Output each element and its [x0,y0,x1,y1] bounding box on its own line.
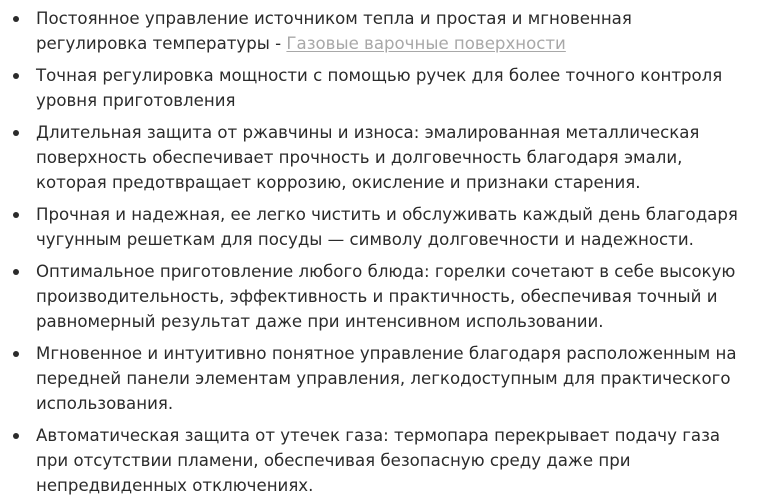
feature-item [0,6,757,56]
feature-text: Автоматическая защита от утечек газа: термопара перекрывает подачу газа при отсутствии пламени, обеспечивая безопасную среду даже при непредвиденных отключениях. [36,426,721,495]
feature-text: Точная регулировка мощности с помощью ручек для более точного контроля уровня приготовления [36,66,723,110]
feature-item [0,120,757,195]
bullet-icon [13,433,19,439]
feature-item [0,202,757,252]
feature-text: Прочная и надежная, ее легко чистить и обслуживать каждый день благодаря чугунным решеткам для посуды — символу долговечности и надежности. [36,205,738,249]
feature-text: Мгновенное и интуитивно понятное управление благодаря расположенным на передней панели элементам управления, легкодоступным для практического использования. [36,344,737,413]
feature-item [0,63,757,113]
gas-hobs-link[interactable]: Газовые варочные поверхности [286,34,566,53]
bullet-icon [13,73,19,79]
feature-text: Постоянное управление источником тепла и простая и мгновенная регулировка температуры - [36,9,632,53]
bullet-icon [13,269,19,275]
feature-item [0,259,757,334]
bullet-icon [13,351,19,357]
feature-text: Оптимальное приготовление любого блюда: горелки сочетают в себе высокую производительность, эффективность и практичность, обеспечивая точный и равномерный результат даже при интенсивном использовании. [36,262,736,331]
bullet-icon [13,16,19,22]
feature-item [0,341,757,416]
feature-text: Длительная защита от ржавчины и износа: эмалированная металлическая поверхность обеспечивает прочность и долговечность благодаря эмали, которая предотвращает коррозию, окисление и признаки старения. [36,123,700,192]
feature-item [0,423,757,498]
bullet-icon [13,130,19,136]
bullet-icon [13,212,19,218]
